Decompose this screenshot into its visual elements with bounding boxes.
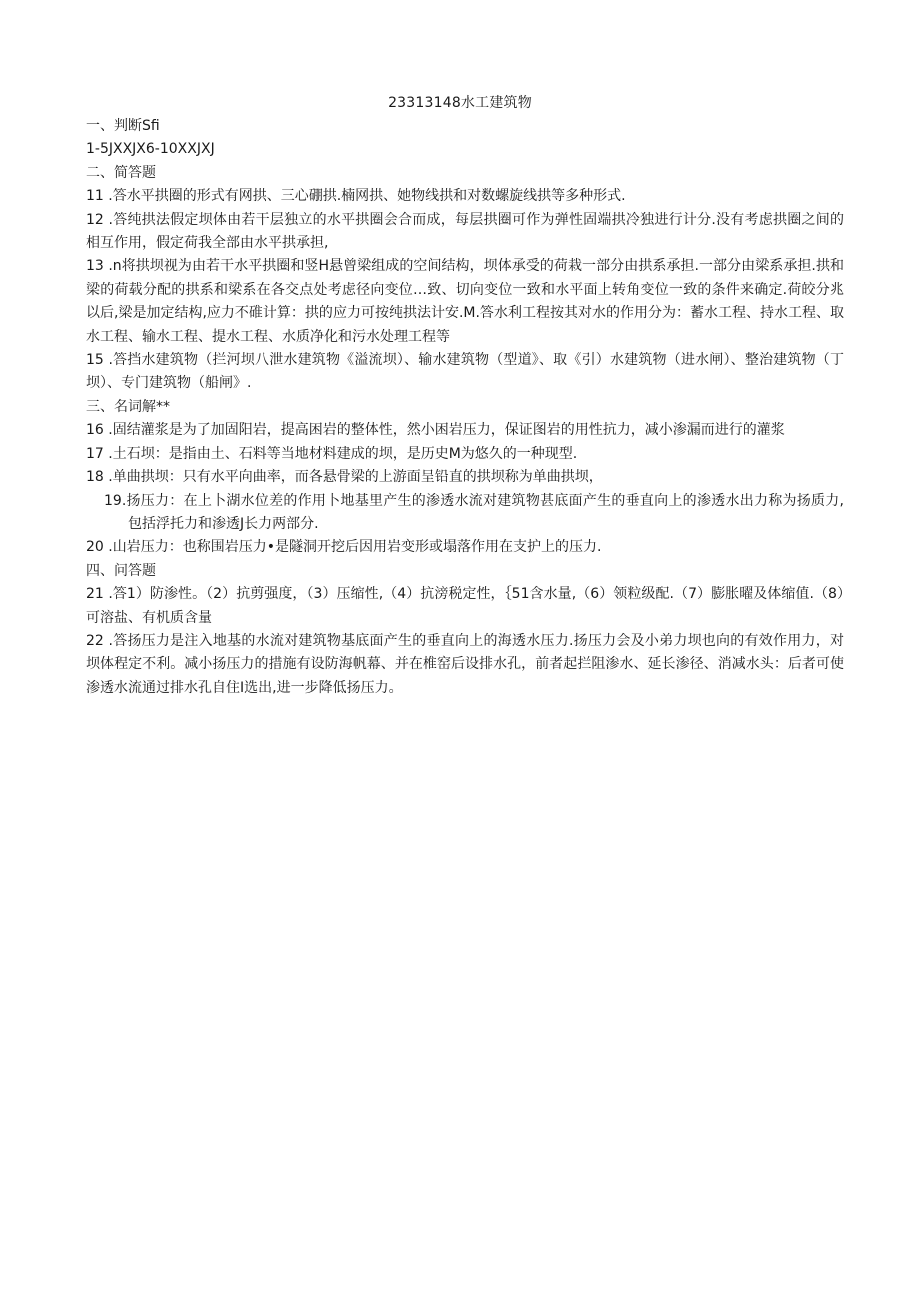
section-heading-short-answer: 二、简答题 (86, 164, 156, 181)
document-title: 23313148水工建筑物 (388, 95, 532, 111)
answer-11: 11 .答水平拱圈的形式有网拱、三心硼拱.楠网拱、她物线拱和对数螺旋线拱等多种形式. (86, 188, 626, 205)
section-heading-judgment: 一、判断Sfi (86, 118, 160, 134)
judgment-answers: 1-5JXXJX6-10XXJXJ (86, 141, 215, 158)
section-heading-terms: 三、名词解** (86, 398, 170, 415)
answer-12: 12 .答纯拱法假定坝体由若干层独立的水平拱圈会合而成，每层拱圈可作为弹性固端拱冷独进行计分.没有考虑拱圈之间的相互作用，假定荷我全部由水平拱承担, (86, 211, 844, 252)
answer-22: 22 .答扬压力是注入地基的水流对建筑物基底面产生的垂直向上的海透水压力.扬压力会及小弟力坝也向的有效作用力，对坝体程定不利。减小扬压力的措施有设防海帆幕、并在椎窑后设排水孔，前者起拦阻渗水、延长渗径、消减水头：后者可使渗透水流通过排水孔自住I选出,进一步降低扬压力。 (86, 632, 844, 696)
document-body (86, 115, 844, 700)
answer-20: 20 .山岩压力：也称围岩压力•是隧洞开挖后因用岩变形或塌落作用在支护上的压力. (86, 539, 602, 556)
answer-13-14: 13 .n将拱坝视为由若干水平拱圈和竖H悬曾梁组成的空间结构，坝体承受的荷栽一部分由拱系承担.一部分由梁系承担.拱和梁的荷载分配的拱系和梁系在各交点处考虑径向变位…致、切向变位一致和水平面上转角变位一致的条件来确定.荷皎分兆以后,梁是加定结构,应力不碓计算：拱的应力可按纯拱法计安.M.答水利工程按其对水的作用分为：蓄水工程、持水工程、取水工程、输水工程、提水工程、水质净化和污水处理工程等 (86, 258, 844, 345)
answer-15: 15 .答挡水建筑物（拦河坝八泄水建筑物《溢流坝）、输水建筑物（型道》、取《引）水建筑物（进水闸）、整治建筑物（丁坝）、专门建筑物（船闸》. (86, 352, 844, 392)
answer-18: 18 .单曲拱坝：只有水平向曲率，而各悬骨梁的上游面呈铅直的拱坝称为单曲拱坝， (86, 469, 603, 486)
answer-21: 21 .答1）防渗性。（2）抗剪强度，（3）压缩性,（4）抗滂税定性，｛51含水量,（6）领粒级配.（7）膨胀曜及体缩值.（8）可溶盐、有机质含量 (86, 586, 844, 626)
answer-16: 16 .固结灌浆是为了加固阳岩，提高困岩的整体性，然小困岩压力，保证图岩的用性抗力，减小渗漏而进行的灌浆 (86, 422, 785, 439)
section-heading-questions: 四、问答题 (86, 562, 156, 579)
answer-19: 19.扬压力：在上卜湖水位差的作用卜地基里产生的渗透水流对建筑物甚底面产生的垂直向上的渗透水出力称为扬质力,包括浮托力和渗透J长力两部分. (104, 492, 844, 532)
answer-17: 17 .土石坝：是指由土、石料等当地材料建成的坝，是历史M为悠久的一种现型. (86, 445, 578, 462)
